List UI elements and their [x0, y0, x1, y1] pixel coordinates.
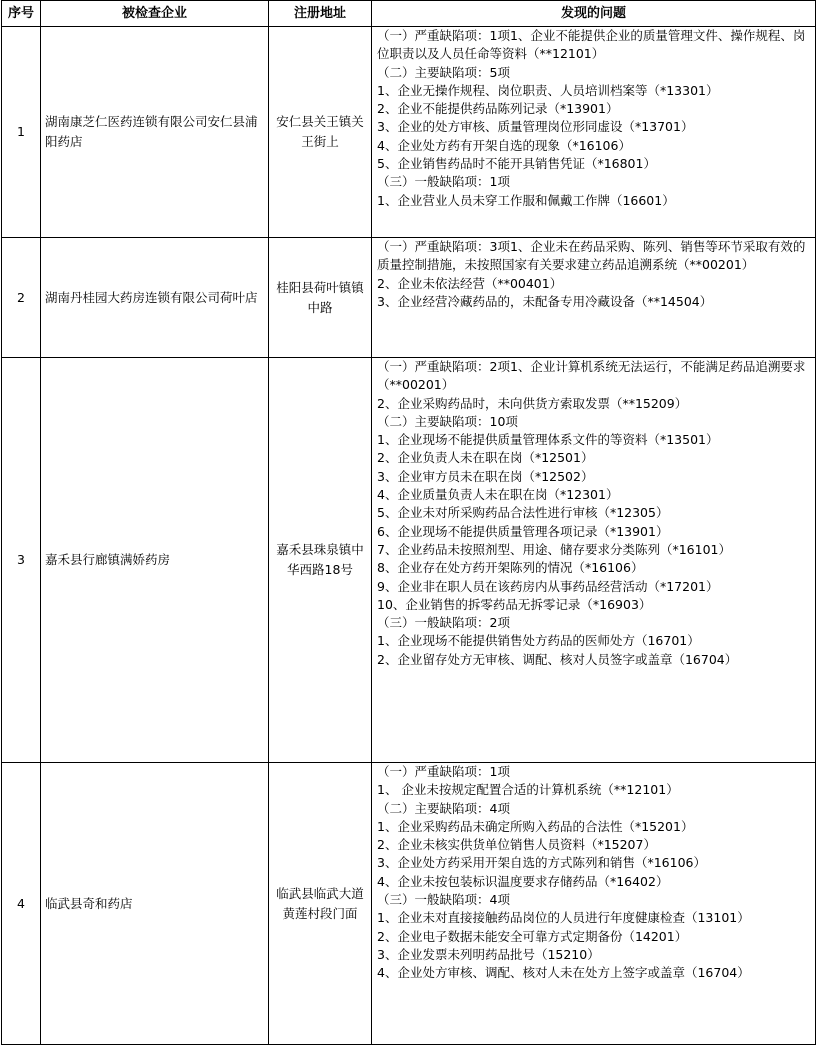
table-row	[2, 358, 816, 763]
issue-line: 1、企业未对直接接触药品岗位的人员进行年度健康检查（13101）	[377, 910, 750, 926]
issue-line: （二）主要缺陷项：10项	[377, 413, 518, 429]
issue-line: 3、企业发票未列明药品批号（15210）	[377, 946, 600, 962]
issue-line: （三）一般缺陷项：2项	[377, 615, 510, 631]
issues-cell	[372, 238, 816, 358]
issue-line: 3、企业审方员未在职在岗（*12502）	[377, 468, 594, 484]
issue-line: 2、企业采购药品时，未向供货方索取发票（**15209）	[377, 395, 688, 411]
company-name: 临武县奇和药店	[41, 763, 269, 1045]
header-no: 序号	[2, 1, 41, 27]
table-body	[2, 27, 816, 1045]
row-number: 3	[2, 358, 41, 763]
issue-line: 6、企业现场不能提供质量管理各项记录（*13901）	[377, 523, 669, 539]
company-name: 湖南丹桂园大药房连锁有限公司荷叶店	[41, 238, 269, 358]
row-number: 4	[2, 763, 41, 1045]
issue-line: 3、企业经营冷藏药品的，未配备专用冷藏设备（**14504）	[377, 293, 713, 309]
table-row	[2, 27, 816, 238]
issue-line: 2、企业未核实供货单位销售人员资料（*15207）	[377, 837, 656, 853]
company-name: 湖南康芝仁医药连锁有限公司安仁县浦阳药店	[41, 27, 269, 238]
issue-line: 5、企业未对所采购药品合法性进行审核（*12305）	[377, 505, 669, 521]
issue-line: （一）严重缺陷项：1项	[377, 764, 510, 779]
issue-line: 2、企业未依法经营（**00401）	[377, 275, 563, 291]
issue-line: 1、企业无操作规程、岗位职责、人员培训档案等（*13301）	[377, 82, 719, 98]
row-number: 2	[2, 238, 41, 358]
issue-line: 5、企业销售药品时不能开具销售凭证（*16801）	[377, 156, 656, 172]
issue-line: 10、企业销售的拆零药品无拆零记录（*16903）	[377, 596, 652, 612]
issue-line: 1、企业营业人员未穿工作服和佩戴工作牌（16601）	[377, 192, 675, 208]
issue-line: 9、企业非在职人员在该药房内从事药品经营活动（*17201）	[377, 578, 719, 594]
header-issues: 发现的问题	[372, 1, 816, 27]
issue-line: （三）一般缺陷项：1项	[377, 174, 510, 190]
issue-line: 1、企业采购药品未确定所购入药品的合法性（*15201）	[377, 818, 694, 834]
issue-line: 4、企业质量负责人未在职在岗（*12301）	[377, 487, 619, 503]
row-number: 1	[2, 27, 41, 238]
registered-address: 临武县临武大道黄莲村段门面	[269, 763, 372, 1045]
header-company: 被检查企业	[41, 1, 269, 27]
registered-address: 桂阳县荷叶镇镇中路	[269, 238, 372, 358]
issue-line: （一）严重缺陷项：1项1、企业不能提供企业的质量管理文件、操作规程、岗位职责以及人员任命等资料（**12101）	[377, 28, 806, 62]
company-name: 嘉禾县行廊镇满娇药房	[41, 358, 269, 763]
inspection-table	[1, 0, 816, 1045]
issue-line: 4、企业处方药有开架自选的现象（*16106）	[377, 137, 631, 153]
issue-line: 1、企业现场不能提供销售处方药品的医师处方（16701）	[377, 633, 700, 649]
header-address: 注册地址	[269, 1, 372, 27]
issue-line: 1、企业现场不能提供质量管理体系文件的等资料（*13501）	[377, 432, 719, 448]
issue-line: 7、企业药品未按照剂型、用途、储存要求分类陈列（*16101）	[377, 541, 731, 557]
table-row	[2, 238, 816, 358]
table-row	[2, 763, 816, 1045]
issue-line: （二）主要缺陷项：4项	[377, 800, 510, 816]
header-row	[2, 1, 816, 27]
issue-line: 2、企业不能提供药品陈列记录（*13901）	[377, 101, 619, 117]
issue-line: 2、企业留存处方无审核、调配、核对人员签字或盖章（16704）	[377, 651, 738, 667]
issues-cell	[372, 358, 816, 763]
issue-line: 2、企业电子数据未能安全可靠方式定期备份（14201）	[377, 928, 688, 944]
issue-line: （三）一般缺陷项：4项	[377, 892, 510, 908]
issue-line: 1、 企业未按规定配置合适的计算机系统（**12101）	[377, 782, 679, 798]
issue-line: （一）严重缺陷项：3项1、企业未在药品采购、陈列、销售等环节采取有效的质量控制措施，未按照国家有关要求建立药品追溯系统（**00201）	[377, 239, 806, 273]
registered-address: 嘉禾县珠泉镇中华西路18号	[269, 358, 372, 763]
issues-cell	[372, 27, 816, 238]
issue-line: 3、企业处方药采用开架自选的方式陈列和销售（*16106）	[377, 855, 706, 871]
issue-line: 2、企业负责人未在职在岗（*12501）	[377, 450, 594, 466]
issue-line: 4、企业未按包装标识温度要求存储药品（*16402）	[377, 873, 669, 889]
issue-line: 3、企业的处方审核、质量管理岗位形同虚设（*13701）	[377, 119, 694, 135]
issues-cell	[372, 763, 816, 1045]
issue-line: 8、企业存在处方药开架陈列的情况（*16106）	[377, 560, 644, 576]
issue-line: （一）严重缺陷项：2项1、企业计算机系统无法运行，不能满足药品追溯要求（**00201）	[377, 359, 806, 393]
issue-line: 4、企业处方审核、调配、核对人未在处方上签字或盖章（16704）	[377, 965, 750, 981]
registered-address: 安仁县关王镇关王街上	[269, 27, 372, 238]
issue-line: （二）主要缺陷项：5项	[377, 64, 510, 80]
